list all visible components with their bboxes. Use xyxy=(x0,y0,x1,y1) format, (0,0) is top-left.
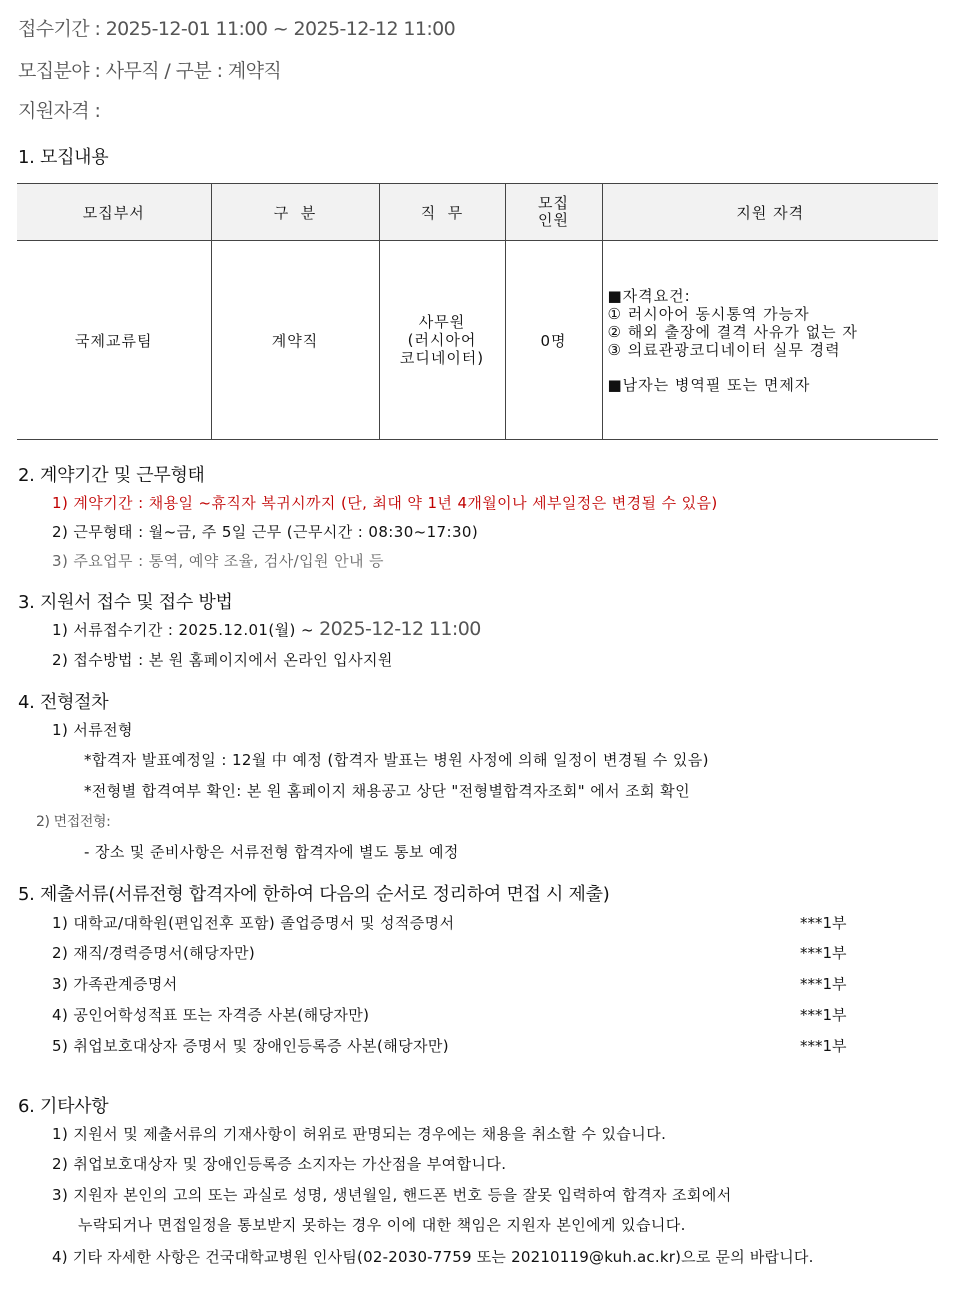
contract-period: 1) 계약기간 : 채용일 ~휴직자 복귀시까지 (단, 최대 약 1년 4개월이나 세부일정은 변경될 수 있음) xyxy=(52,494,718,512)
document-screening: 1) 서류전형 xyxy=(52,721,133,739)
table-header-row xyxy=(17,184,938,241)
etc-item-3: 3) 지원자 본인의 고의 또는 과실로 성명, 생년월일, 핸드폰 번호 등을 잘못 입력하여 합격자 조회에서 xyxy=(52,1186,732,1204)
header-count-line2: 인원 xyxy=(538,211,569,229)
interview-screening: 2) 면접전형: xyxy=(36,814,111,830)
section-1-title: 1. 모집내용 xyxy=(18,147,109,168)
recruit-field: 모집분야 : 사무직 / 구분 : 계약직 xyxy=(18,60,282,82)
doc-qty-5: ***1부 xyxy=(800,1037,847,1055)
doc-item-3: 3) 가족관계증명서 xyxy=(52,975,178,993)
doc-qty-2: ***1부 xyxy=(800,944,847,962)
recruitment-table xyxy=(17,183,938,440)
header-type: 구 분 xyxy=(211,184,379,241)
cell-job xyxy=(379,241,505,440)
cell-dept: 국제교류팀 xyxy=(75,331,153,350)
cell-count: 0명 xyxy=(505,241,602,440)
job-line2: (러시아어 xyxy=(407,331,477,349)
etc-item-3-cont: 누락되거나 면접일정을 통보받지 못하는 경우 이에 대한 책임은 지원자 본인에게 있습니다. xyxy=(78,1216,686,1234)
main-duties: 3) 주요업무 : 통역, 예약 조율, 검사/입원 안내 등 xyxy=(52,552,384,570)
header-qual: 지원 자격 xyxy=(602,184,938,241)
job-line3: 코디네이터) xyxy=(399,349,485,367)
etc-item-2: 2) 취업보호대상자 및 장애인등록증 소지자는 가산점을 부여합니다. xyxy=(52,1155,507,1173)
doc-qty-1: ***1부 xyxy=(800,914,847,932)
table-row xyxy=(17,241,938,440)
header-count-line1: 모집 xyxy=(538,194,569,212)
application-method: 2) 접수방법 : 본 원 홈페이지에서 온라인 입사지원 xyxy=(52,651,393,669)
section-4-title: 4. 전형절차 xyxy=(18,692,109,713)
section-3-title: 3. 지원서 접수 및 접수 방법 xyxy=(18,592,233,613)
etc-item-4: 4) 기타 자세한 사항은 건국대학교병원 인사팀(02-2030-7759 또는 20210119@kuh.ac.kr)으로 문의 바랍니다. xyxy=(52,1248,814,1266)
cell-type: 계약직 xyxy=(211,241,379,440)
application-period: 접수기간 : 2025-12-01 11:00 ~ 2025-12-12 11:00 xyxy=(18,18,456,40)
doc-qty-4: ***1부 xyxy=(800,1006,847,1024)
doc-item-5: 5) 취업보호대상자 증명서 및 장애인등록증 사본(해당자만) xyxy=(52,1037,450,1055)
qual-line-2: ① 러시아어 동시통역 가능자 xyxy=(607,304,810,323)
cell-qualification xyxy=(602,241,938,440)
qual-line-5: ■남자는 병역필 또는 면제자 xyxy=(607,375,811,394)
qualification-label: 지원자격 : xyxy=(18,100,101,122)
announcement-note: *합격자 발표예정일 : 12월 中 예정 (합격자 발표는 병원 사정에 의해 일정이 변경될 수 있음) xyxy=(84,751,709,769)
etc-item-1: 1) 지원서 및 제출서류의 기재사항이 허위로 판명되는 경우에는 채용을 취소할 수 있습니다. xyxy=(52,1125,667,1143)
doc-item-4: 4) 공인어학성적표 또는 자격증 사본(해당자만) xyxy=(52,1006,370,1024)
qual-line-4: ③ 의료관광코디네이터 실무 경력 xyxy=(607,340,841,359)
header-count xyxy=(505,184,602,241)
interview-note: - 장소 및 준비사항은 서류전형 합격자에 별도 통보 예정 xyxy=(84,843,459,861)
doc-item-2: 2) 재직/경력증명서(해당자만) xyxy=(52,944,256,962)
section-2-title: 2. 계약기간 및 근무형태 xyxy=(18,465,205,486)
header-dept: 모집부서 xyxy=(17,184,211,241)
section-5-title: 5. 제출서류(서류전형 합격자에 한하여 다음의 순서로 정리하여 면접 시 제출) xyxy=(18,884,610,905)
section-6-title: 6. 기타사항 xyxy=(18,1096,109,1117)
work-type: 2) 근무형태 : 월~금, 주 5일 근무 (근무시간 : 08:30~17:30) xyxy=(52,523,479,541)
header-job: 직 무 xyxy=(379,184,505,241)
application-dates-prefix: 1) 서류접수기간 : 2025.12.01(월) ~ xyxy=(52,621,320,639)
application-dates-end: 2025-12-12 11:00 xyxy=(319,618,481,640)
job-line1: 사무원 xyxy=(418,313,466,331)
doc-qty-3: ***1부 xyxy=(800,975,847,993)
qual-line-1: ■자격요건: xyxy=(607,286,691,305)
qual-line-3: ② 해외 출장에 결격 사유가 없는 자 xyxy=(607,322,858,341)
doc-item-1: 1) 대학교/대학원(편입전후 포함) 졸업증명서 및 성적증명서 xyxy=(52,914,455,932)
result-check-note: *전형별 합격여부 확인: 본 원 홈페이지 채용공고 상단 "전형별합격자조회" 에서 조회 확인 xyxy=(84,782,690,800)
application-dates xyxy=(52,618,481,640)
